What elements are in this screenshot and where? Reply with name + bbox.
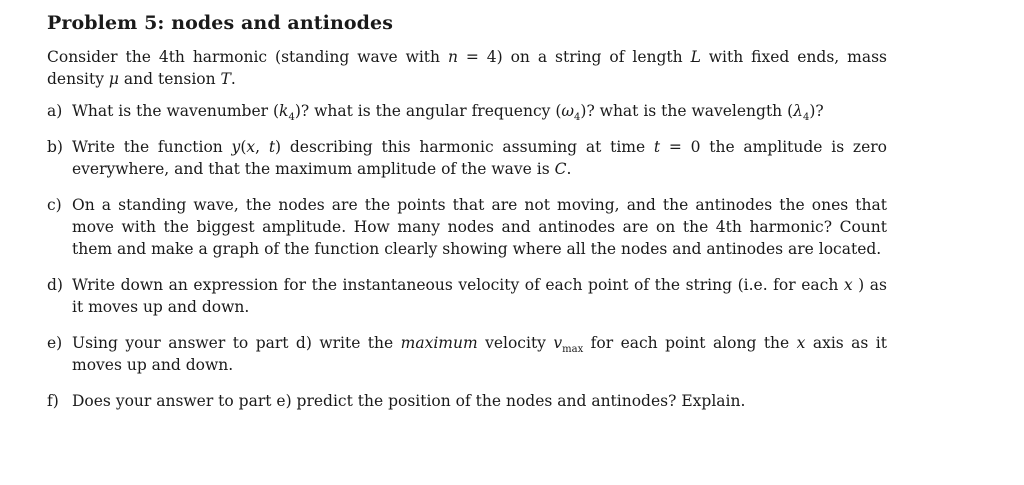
question-f-label: f) xyxy=(47,392,59,410)
question-c-text: On a standing wave, the nodes are the points that are not moving, and the antinodes the ones that move with the biggest amplitude. How many nodes and antinodes are on the 4th harmonic? Count them and make a graph of the function clearly showing where all the nodes and antinodes are located. xyxy=(72,196,887,258)
question-f xyxy=(47,390,887,412)
question-c-label: c) xyxy=(47,196,62,214)
question-e-label: e) xyxy=(47,334,63,352)
question-d-label: d) xyxy=(47,276,63,294)
question-e-text: Using your answer to part d) write the maximum velocity $v_{max}$ for each point along the x axis as it moves up and down. xyxy=(72,334,887,374)
question-b-text: Write the function y(x, t) describing this harmonic assuming at time t = 0 the amplitude is zero everywhere, and that the maximum amplitude of the wave is C. xyxy=(72,138,887,178)
question-b xyxy=(47,136,887,180)
question-d xyxy=(47,274,887,318)
question-c xyxy=(47,194,887,260)
problem-intro: Consider the 4th harmonic (standing wave with n = 4) on a string of length L with fixed ends, mass density μ and tension T. xyxy=(47,48,887,88)
question-e xyxy=(47,332,887,376)
question-f-text: Does your answer to part e) predict the position of the nodes and antinodes? Explain. xyxy=(72,392,746,410)
problem-sheet xyxy=(47,12,887,426)
question-a xyxy=(47,100,887,122)
question-a-text: What is the wavenumber $(k_4)$? what is the angular frequency $(\omega_4)$? what is the wavelength $(\lambda_4)$? xyxy=(72,102,824,124)
question-a-label: a) xyxy=(47,102,63,120)
problem-title: Problem 5: nodes and antinodes xyxy=(47,12,394,34)
question-d-text: Write down an expression for the instantaneous velocity of each point of the string (i.e. for each x ) as it moves up and down. xyxy=(72,276,887,316)
question-b-label: b) xyxy=(47,138,63,156)
